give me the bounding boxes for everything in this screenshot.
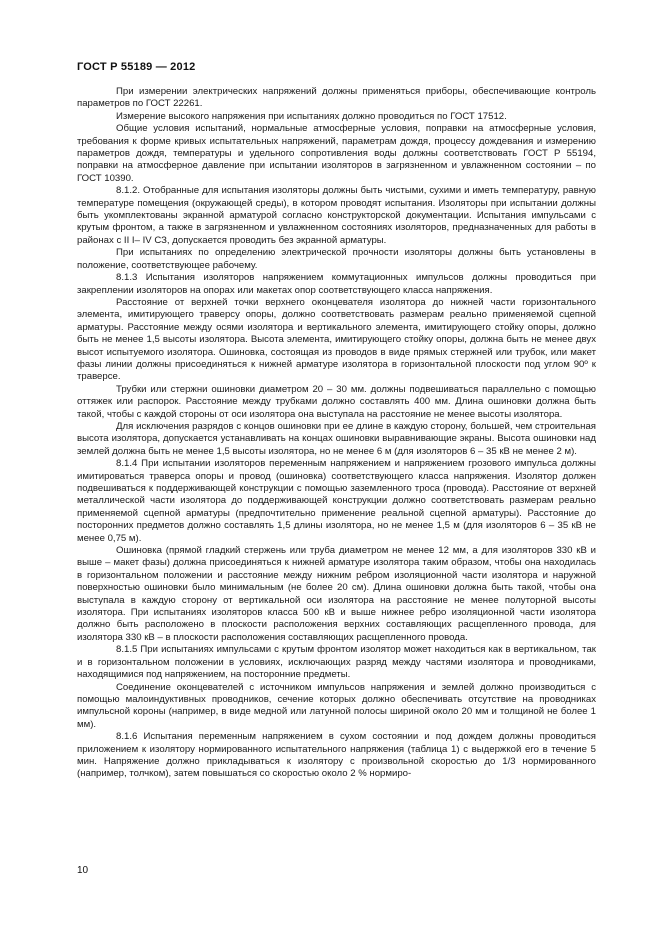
page-number: 10: [77, 865, 89, 876]
paragraph: Для исключения разрядов с концов ошиновки при ее длине в каждую сторону, большей, чем строительная высота изолятора, допускается устанавливать на концах ошиновки выравнивающие экраны. Высота ошиновки над землей должна быть не менее 1,5 высоты изолятора, но не менее 6 м (для изоляторов 6 – 35 кВ не менее 2 м).: [77, 420, 596, 457]
paragraph: При испытаниях по определению электрической прочности изоляторы должны быть установлены в положение, соответствующее рабочему.: [77, 247, 596, 271]
paragraph: Ошиновка (прямой гладкий стержень или труба диаметром не менее 12 мм, а для изоляторов 330 кВ и выше – макет фазы) должна присоединяться к нижней арматуре изолятора таким образом, чтобы она находилась в горизонтальном положении и расстояние между нижним ребром изоляционной части изолятора и наружной поверхностью ошиновки было минимальным (не более 20 см). Длина ошиновки должна быть такой, чтобы она выступала в каждую сторону от вертикальной оси изолятора на расстояние не менее полуторной высоты изолятора. При испытаниях изоляторов класса 500 кВ и выше нижнее ребро изоляционной части изолятора должно быть расположено в плоскости расположения верхних составляющих расщепленного провода, для изолятора 330 кВ – в плоскости расположения составляющих расщепленного провода.: [77, 545, 596, 643]
paragraph: При измерении электрических напряжений должны применяться приборы, обеспечивающие контроль параметров по ГОСТ 22261.: [77, 86, 596, 110]
paragraph: 8.1.2. Отобранные для испытания изоляторы должны быть чистыми, сухими и иметь температуру, равную температуре помещения (окружающей среды), в котором проводят испытания. Изоляторы при испытании должны быть укомплектованы экранной арматурой согласно конструкторской документации. Испытания импульсами с крутым фронтом, а также в загрязненном и увлажненном состояниях изоляторов, предназначенных для работы в районах с II I– IV СЗ, допускается проводить без экранной арматуры.: [77, 185, 596, 246]
paragraph: 8.1.3 Испытания изоляторов напряжением коммутационных импульсов должны проводиться при закреплении изоляторов на опорах или макетах опор соответствующего класса напряжения.: [77, 272, 596, 296]
paragraph: Трубки или стержни ошиновки диаметром 20 – 30 мм. должны подвешиваться параллельно с помощью оттяжек или распорок. Расстояние между трубками должно составлять 400 мм. Длина ошиновки должна быть такой, чтобы с каждой стороны от оси изолятора она выступала на расстояние не менее высоты изолятора.: [77, 383, 596, 420]
paragraph: Измерение высокого напряжения при испытаниях должно проводиться по ГОСТ 17512.: [116, 110, 507, 122]
paragraph: 8.1.4 При испытании изоляторов переменным напряжением и напряжением грозового импульса должны имитироваться траверса опоры и провод (ошиновка) соответствующего класса напряжения. Изолятор должен подвешиваться к поддерживающей конструкции с помощью заземленного троса (провода). Расстояние от верхней металлической части изолятора до поддерживающей конструкции должно соответствовать размерам реально применяемой сцепной арматуры (предпочтительно применение реальной сцепной арматуры). Расстояние до посторонних предметов должно составлять 1,5 длины изолятора, но не менее 1,5 м (для изоляторов 6 – 35 кВ не менее 0,75 м).: [77, 458, 596, 544]
paragraph: 8.1.6 Испытания переменным напряжением в сухом состоянии и под дождем должны проводиться приложением к изолятору нормированного испытательного напряжения (таблица 1) с выдержкой его в течение 5 мин. Напряжение должно прикладываться к изолятору с произвольной скоростью до 1/3 нормированного (например, толчком), затем повышаться со скоростью около 2 % нормиро-: [77, 731, 596, 780]
standard-header: ГОСТ Р 55189 — 2012: [77, 61, 196, 73]
body-text: [77, 86, 596, 781]
paragraph: 8.1.5 При испытаниях импульсами с крутым фронтом изолятор может находиться как в вертикальном, так и в горизонтальном положении в условиях, исключающих разряд между частями изолятора и проводниками, находящимися под напряжением, на посторонние предметы.: [77, 644, 596, 681]
paragraph: Общие условия испытаний, нормальные атмосферные условия, поправки на атмосферные условия, требования к форме кривых испытательных напряжений, параметрам дождя, процессу дождевания и измерению параметров дождя, температуры и удельного сопротивления воды должны соответствовать ГОСТ Р 55194, поправки на атмосферное давление при испытании изоляторов в загрязненном и увлажненном состоянии – по ГОСТ 10390.: [77, 123, 596, 184]
paragraph: Соединение оконцевателей с источником импульсов напряжения и землей должно производиться с помощью малоиндуктивных проводников, сечение которых должно обеспечивать отсутствие на проводниках импульсной короны (например, в виде медной или латунной полосы шириной около 20 мм и толщиной не более 1 мм).: [77, 681, 596, 730]
paragraph: Расстояние от верхней точки верхнего оконцевателя изолятора до нижней части горизонтального элемента, имитирующего траверсу опоры, должно соответствовать размерам реально применяемой сцепной арматуры. Расстояние между осями изолятора и вертикального элемента, имитирующего стойку опоры, должно быть не менее 1,5 высоты изолятора. Высота элемента, имитирующего стойку опоры, должна быть не менее двух высот испытуемого изолятора. Ошиновка, состоящая из проводов в виде прямых стержней или трубок, или макет фазы линии должны присоединяться к нижней арматуре изолятора в горизонтальной плоскости под углом 90º к траверсе.: [77, 296, 596, 383]
